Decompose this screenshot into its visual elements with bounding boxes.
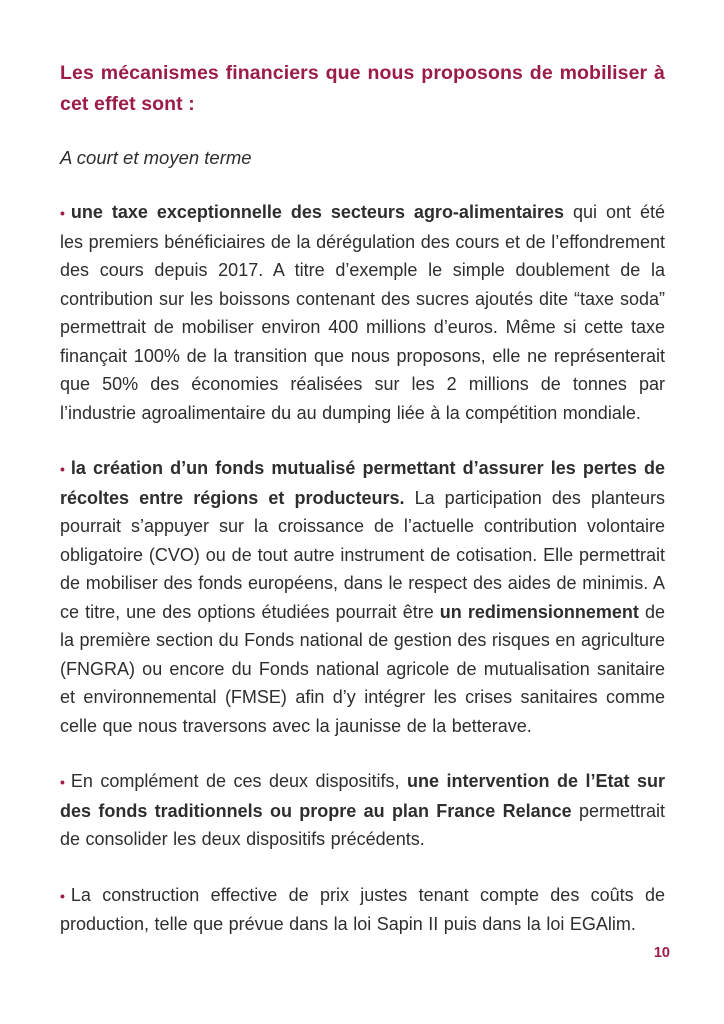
bullet-2-body-end: de la première section du Fonds national de gestion des risques en agriculture (FNGRA) ou encore du Fonds national agricole de mutualisation sanitaire et environnemental (FMSE) afin d’y intégrer les crises sanitaires comme celle que nous traversons avec la jaunisse de la betterave.: [60, 601, 665, 736]
subheading: A court et moyen terme: [60, 147, 252, 168]
bullet-dot-icon: •: [60, 774, 65, 790]
bullet-2-body: La participation des planteurs pourrait s’appuyer sur la croissance de l’actuelle contribution volontaire obligatoire (CVO) ou de tout autre instrument de cotisation. Elle permettrait de mobiliser des fonds européens, dans le respect des aides de minimis. A ce titre, une des options étudiées pourrait être: [60, 487, 665, 622]
bullet-3-body-end: permettrait de consolider les deux dispositifs précédents.: [60, 800, 666, 849]
bullet-dot-icon: •: [60, 461, 65, 477]
bullet-4-body: La construction effective de prix justes tenant compte des coûts de production, telle que prévue dans la loi Sapin II puis dans la loi EGAlim.: [60, 884, 665, 934]
bullet-3-lead: En complément de ces deux dispositifs,: [70, 771, 407, 791]
bullet-paragraph-mutual-fund: [60, 454, 665, 740]
bullet-1-bold-lead: une taxe exceptionnelle des secteurs agro-alimentaires: [70, 202, 564, 222]
bullet-dot-icon: •: [60, 205, 65, 221]
bullet-dot-icon: •: [60, 887, 65, 904]
bullet-paragraph-tax: [60, 198, 665, 427]
bullet-1-body: qui ont été les premiers bénéficiaires de la dérégulation des cours et de l’effondrement des cours depuis 2017. A titre d’exemple le simple doublement de la contribution sur les boissons contenant des sucres ajoutés dite “taxe soda” permettrait de mobiliser environ 400 millions d’euros. Même si cette taxe finançait 100% de la transition que nous proposons, elle ne représenterait que 50% des économies réalisées sur les 2 millions de tonnes par l’industrie agroalimentaire du au dumping liée à la compétition mondiale.: [60, 202, 665, 423]
bullet-2-bold-mid: un redimensionnement: [439, 601, 639, 622]
page-number: 10: [653, 945, 670, 961]
bullet-paragraph-state-intervention: [60, 767, 665, 854]
bullet-2-bold-lead: la création d’un fonds mutualisé permettant d’assurer les pertes de récoltes entre régions et producteurs.: [60, 458, 665, 508]
bullet-paragraph-fair-prices: [60, 881, 665, 939]
bullet-3-bold-mid: une intervention de l’Etat sur des fonds traditionnels ou propre au plan France Relance: [60, 771, 665, 821]
section-heading: Les mécanismes financiers que nous proposons de mobiliser à cet effet sont :: [60, 62, 665, 115]
